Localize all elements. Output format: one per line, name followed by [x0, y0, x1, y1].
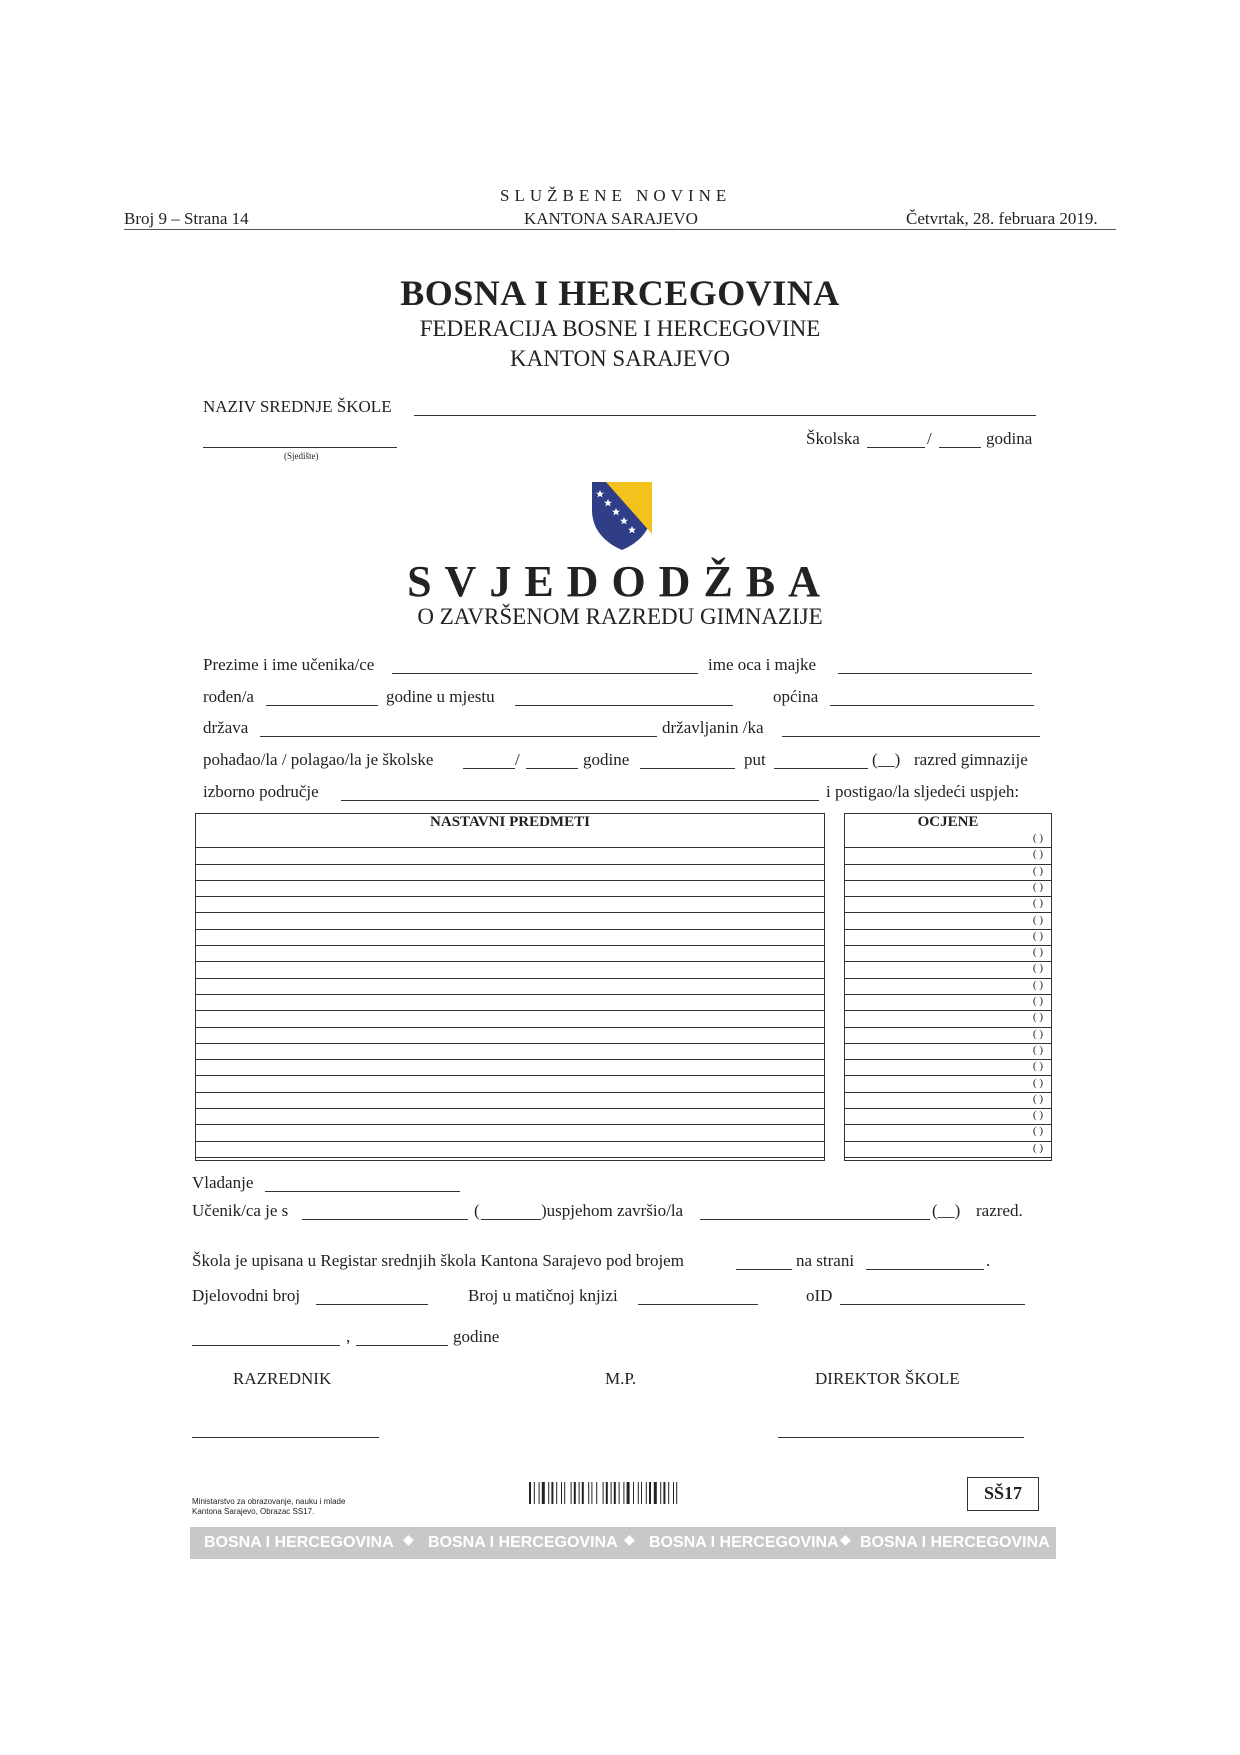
citizenship-field[interactable] — [782, 736, 1040, 737]
success-completed-label: )uspjehom završio/la — [541, 1201, 684, 1220]
grade-paren: ( ) — [1032, 1092, 1043, 1105]
subject-row[interactable] — [196, 961, 824, 978]
register-page-label: na strani — [796, 1251, 855, 1270]
certificate-subtitle: O ZAVRŠENOM RAZREDU GIMNAZIJE — [417, 604, 823, 629]
grade-row[interactable] — [845, 978, 1051, 995]
subject-row[interactable] — [196, 978, 824, 995]
subject-row[interactable] — [196, 864, 824, 881]
ministry-line-1: Ministarstvo za obrazovanje, nauku i mlade — [192, 1497, 346, 1506]
grade-paren: ( ) — [1032, 897, 1043, 910]
subject-row[interactable] — [196, 1010, 824, 1027]
grade-label: razred gimnazije — [914, 750, 1028, 769]
grades-table — [844, 813, 1052, 1161]
grade-row[interactable] — [845, 1027, 1051, 1044]
municipality-label: općina — [773, 687, 819, 706]
teacher-signature-label: RAZREDNIK — [233, 1369, 332, 1388]
attempt-field[interactable] — [640, 768, 735, 769]
grade-paren: ( ) — [1032, 1076, 1043, 1089]
grade-row[interactable] — [845, 1059, 1051, 1076]
times-field[interactable] — [774, 768, 868, 769]
grade-number-field[interactable]: (__) — [872, 750, 901, 769]
issue-date: Četvrtak, 28. februara 2019. — [906, 209, 1098, 228]
director-signature-field[interactable] — [778, 1437, 1024, 1438]
grade-row[interactable] — [845, 1092, 1051, 1109]
times-label: put — [744, 750, 766, 769]
grade-paren: ( ) — [1032, 1125, 1043, 1138]
subject-row[interactable] — [196, 1141, 824, 1158]
subjects-table — [195, 813, 825, 1161]
issue-number: Broj 9 – Strana 14 — [124, 209, 249, 228]
conduct-field[interactable] — [265, 1191, 460, 1192]
school-seat-field[interactable] — [203, 447, 397, 448]
issue-year-word: godine — [453, 1327, 500, 1346]
grade-paren: ( ) — [1032, 864, 1043, 877]
stamp-label: M.P. — [605, 1369, 637, 1388]
barcode — [529, 1482, 747, 1504]
grade-paren: ( ) — [1032, 848, 1043, 861]
subject-row[interactable] — [196, 1076, 824, 1093]
director-signature-label: DIREKTOR ŠKOLE — [815, 1369, 960, 1388]
success-number-field[interactable] — [481, 1219, 541, 1220]
register-book-label: Broj u matičnoj knjizi — [468, 1286, 618, 1305]
certificate-title: SVJEDODŽBA — [407, 557, 833, 606]
municipality-field[interactable] — [830, 705, 1034, 706]
strip-text-3: BOSNA I HERCEGOVINA — [649, 1534, 839, 1551]
subject-row[interactable] — [196, 945, 824, 962]
years-label: godine — [583, 750, 630, 769]
form-code-box: SŠ17 — [967, 1477, 1039, 1511]
area-label: izborno područje — [203, 782, 319, 801]
grade-paren: ( ) — [1032, 995, 1043, 1007]
grade-row[interactable] — [845, 994, 1051, 1011]
grades-header: OCJENE — [917, 814, 979, 830]
subject-row[interactable] — [196, 994, 824, 1011]
born-label: rođen/a — [203, 687, 254, 706]
footer-strip — [190, 1527, 1056, 1559]
subject-row[interactable] — [196, 1124, 824, 1141]
subject-row[interactable] — [196, 1092, 824, 1109]
subjects-header: NASTAVNI PREDMETI — [430, 814, 590, 830]
register-period: . — [986, 1251, 991, 1270]
attended-year-end-field[interactable] — [526, 768, 578, 769]
grade-row[interactable] — [845, 1076, 1051, 1093]
grade-row[interactable] — [845, 961, 1051, 978]
student-name-label: Prezime i ime učenika/ce — [203, 655, 375, 674]
success-open-paren: ( — [474, 1201, 480, 1220]
ministry-note — [192, 1497, 345, 1517]
register-number-field[interactable] — [736, 1269, 792, 1270]
state-field[interactable] — [260, 736, 657, 737]
birth-place-label: godine u mjestu — [386, 687, 495, 706]
subject-row[interactable] — [196, 831, 824, 848]
subject-row[interactable] — [196, 929, 824, 946]
subject-row[interactable] — [196, 1027, 824, 1044]
grade-row[interactable] — [845, 831, 1051, 848]
grade-paren: ( ) — [1032, 880, 1043, 893]
grade-row[interactable] — [845, 864, 1051, 881]
subject-row[interactable] — [196, 896, 824, 913]
completed-grade-number-field[interactable]: (__) — [932, 1201, 961, 1220]
school-name-field[interactable] — [414, 415, 1036, 416]
parents-field[interactable] — [838, 673, 1032, 674]
grade-row[interactable] — [845, 929, 1051, 946]
grade-paren: ( ) — [1032, 1109, 1043, 1122]
strip-diamond-3: ◆ — [840, 1533, 851, 1548]
grade-paren: ( ) — [1032, 1060, 1043, 1073]
subject-row[interactable] — [196, 847, 824, 864]
success-text-field[interactable] — [302, 1219, 468, 1220]
issue-comma: , — [346, 1327, 351, 1346]
ministry-line-2: Kantona Sarajevo, Obrazac SS17. — [192, 1507, 315, 1516]
grade-row[interactable] — [845, 1010, 1051, 1027]
grade-word: razred. — [976, 1201, 1023, 1220]
strip-text-2: BOSNA I HERCEGOVINA — [428, 1534, 618, 1551]
state-label: država — [203, 718, 249, 737]
register-book-field[interactable] — [638, 1304, 758, 1305]
area-field[interactable] — [341, 800, 819, 801]
subject-row[interactable] — [196, 913, 824, 930]
gazette-subtitle: KANTONA SARAJEVO — [524, 209, 698, 228]
register-page-field[interactable] — [866, 1269, 984, 1270]
subject-row[interactable] — [196, 1108, 824, 1125]
achieved-label: i postigao/la sljedeći uspjeh: — [826, 782, 1020, 801]
coat-of-arms-emblem — [590, 480, 654, 552]
strip-text-4: BOSNA I HERCEGOVINA — [860, 1534, 1050, 1551]
grade-row[interactable] — [845, 913, 1051, 930]
grade-row[interactable] — [845, 1141, 1051, 1158]
grade-paren: ( ) — [1032, 962, 1043, 975]
school-name-label: NAZIV SREDNJE ŠKOLE — [203, 397, 392, 416]
strip-diamond-1: ◆ — [403, 1533, 414, 1548]
grade-paren: ( ) — [1032, 946, 1043, 959]
student-passed-label: Učenik/ca je s — [192, 1201, 289, 1220]
subject-row[interactable] — [196, 1059, 824, 1076]
grade-row[interactable] — [845, 1124, 1051, 1141]
strip-diamond-2: ◆ — [624, 1533, 635, 1548]
subject-row[interactable] — [196, 880, 824, 897]
federation-title: FEDERACIJA BOSNE I HERCEGOVINE — [419, 316, 821, 341]
subject-row[interactable] — [196, 1043, 824, 1060]
canton-title: KANTON SARAJEVO — [509, 346, 730, 371]
strip-text-1: BOSNA I HERCEGOVINA — [204, 1534, 394, 1551]
oid-field[interactable] — [840, 1304, 1025, 1305]
grade-paren: ( ) — [1032, 1027, 1043, 1040]
oid-label: oID — [806, 1286, 833, 1305]
school-year-start-field[interactable] — [867, 447, 925, 448]
grade-paren: ( ) — [1032, 913, 1043, 926]
grade-paren: ( ) — [1032, 978, 1043, 991]
country-title: BOSNA I HERCEGOVINA — [400, 273, 840, 313]
register-text: Škola je upisana u Registar srednjih škola Kantona Sarajevo pod brojem — [192, 1251, 684, 1270]
grade-paren: ( ) — [1032, 832, 1043, 844]
school-year-label: Školska — [806, 429, 860, 448]
grade-paren: ( ) — [1032, 1011, 1043, 1024]
conduct-label: Vladanje — [192, 1173, 254, 1192]
completed-grade-field[interactable] — [700, 1219, 930, 1220]
grade-row[interactable] — [845, 945, 1051, 962]
file-number-field[interactable] — [316, 1304, 428, 1305]
attended-year-slash: / — [515, 750, 520, 769]
birth-place-field[interactable] — [515, 705, 733, 706]
grade-row[interactable] — [845, 1108, 1051, 1125]
header-rule — [124, 229, 1116, 230]
gazette-title: SLUŽBENE NOVINE — [500, 186, 732, 205]
attended-year-start-field[interactable] — [463, 768, 515, 769]
attended-label: pohađao/la / polagao/la je školske — [203, 750, 434, 769]
issue-place-field[interactable] — [192, 1345, 340, 1346]
parents-label: ime oca i majke — [708, 655, 817, 674]
school-seat-label: (Sjedište) — [284, 451, 319, 461]
grade-row[interactable] — [845, 847, 1051, 864]
student-name-field[interactable] — [392, 673, 698, 674]
citizenship-label: državljanin /ka — [662, 718, 764, 737]
grade-row[interactable] — [845, 880, 1051, 897]
file-number-label: Djelovodni broj — [192, 1286, 301, 1305]
birth-date-field[interactable] — [266, 705, 378, 706]
grade-paren: ( ) — [1032, 929, 1043, 942]
grade-paren: ( ) — [1032, 1043, 1043, 1056]
grade-paren: ( ) — [1032, 1141, 1043, 1154]
school-year-slash: / — [927, 429, 932, 448]
school-year-end-field[interactable] — [939, 447, 981, 448]
issue-date-field[interactable] — [356, 1345, 448, 1346]
school-year-suffix: godina — [986, 429, 1033, 448]
grade-row[interactable] — [845, 1043, 1051, 1060]
teacher-signature-field[interactable] — [192, 1437, 379, 1438]
grade-row[interactable] — [845, 896, 1051, 913]
